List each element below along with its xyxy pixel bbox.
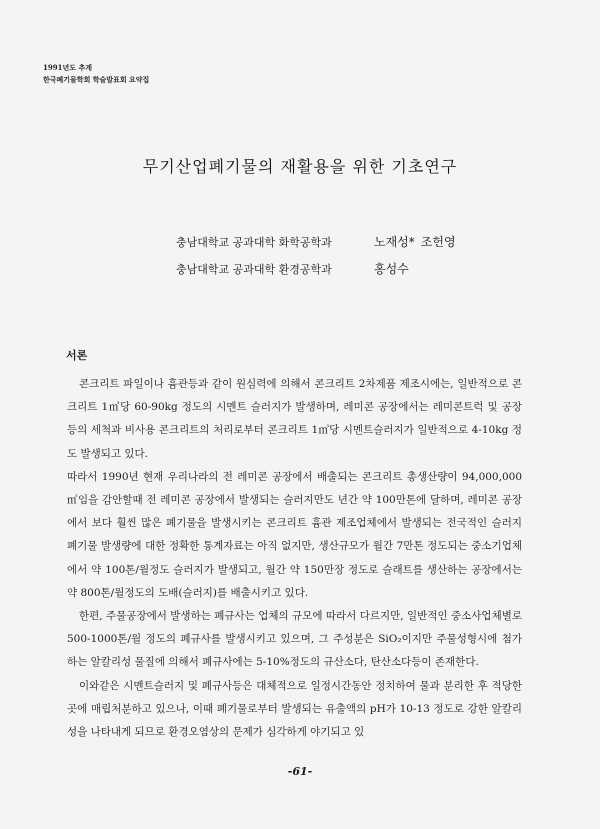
proceedings-header	[43, 62, 149, 86]
affiliation-1	[176, 233, 456, 250]
author-name: 조헌영	[420, 235, 456, 249]
author-name: 홍성수	[374, 262, 409, 276]
author-name: 노재성*	[374, 235, 415, 249]
paper-title: 무기산업폐기물의 재활용을 위한 기초연구	[142, 157, 458, 176]
body-text	[67, 373, 522, 744]
header-year: 1991년도 추계	[43, 63, 92, 72]
paragraph: 한편, 주물공장에서 발생하는 폐규사는 업체의 규모에 따라서 다르지만, 일반적인 중소사업체별로 500-1000톤/월 정도의 폐규사를 발생시키고 있으며, 그 주성분은 SiO₂이지만 주물성형시에 첨가하는 알칼리성 물질에 의해서 폐규사에는 5-10%정도의 규산소다, 탄산소다등이 존재한다.	[67, 610, 522, 669]
affiliation-2	[176, 260, 409, 277]
header-proceedings: 한국폐기물학회 학술발표회 요약집	[43, 75, 150, 84]
paragraph: 콘크리트 파일이나 흄관등과 같이 원심력에 의해서 콘크리트 2차제품 제조시에는, 일반적으로 콘크리트 1㎥당 60-90kg 정도의 시멘트 슬러지가 발생하며, 레미콘 공장에서는 레미콘트럭 및 공장등의 세척과 비사용 콘크리트의 처리로부터 콘크리트 1㎥당 시멘트슬러지가 일반적으로 4-10kg 정도 발생되고 있다.	[67, 378, 522, 460]
affiliation-org: 충남대학교 공과대학 환경공학과	[176, 263, 332, 276]
affiliation-org: 충남대학교 공과대학 화학공학과	[176, 236, 332, 249]
paragraph: 이와같은 시멘트슬러지 및 폐규사등은 대체적으로 일정시간동안 정치하여 물과 분리한 후 적당한 곳에 매립처분하고 있으나, 이때 폐기물로부터 발생되는 유출액의 pH가 10-13 정도로 강한 알칼리성을 나타내게 되므로 환경오염상의 문제가 심각하게 야기되고 있	[67, 679, 522, 739]
page-number: -61-	[287, 765, 313, 778]
section-heading: 서론	[66, 349, 88, 362]
paragraph: 따라서 1990년 현재 우리나라의 전 레미콘 공장에서 배출되는 콘크리트 총생산량이 94,000,000㎥임을 감안할때 전 레미콘 공장에서 발생되는 슬러지만도 년간 약 100만톤에 달하며, 레미콘 공장에서 보다 훨씬 많은 폐기물을 발생시키는 콘크리트 흄관 제조업체에서 발생되는 전국적인 슬러지 폐기물 발생량에 대한 정확한 통계자료는 아직 없지만, 생산규모가 월간 7만톤 정도되는 중소기업체에서 약 100톤/월정도 슬러지가 발생되고, 월간 약 150만장 정도로 슬래트를 생산하는 공장에서는 약 800톤/월정도의 도배(슬러지)를 배출시키고 있다.	[67, 470, 522, 599]
